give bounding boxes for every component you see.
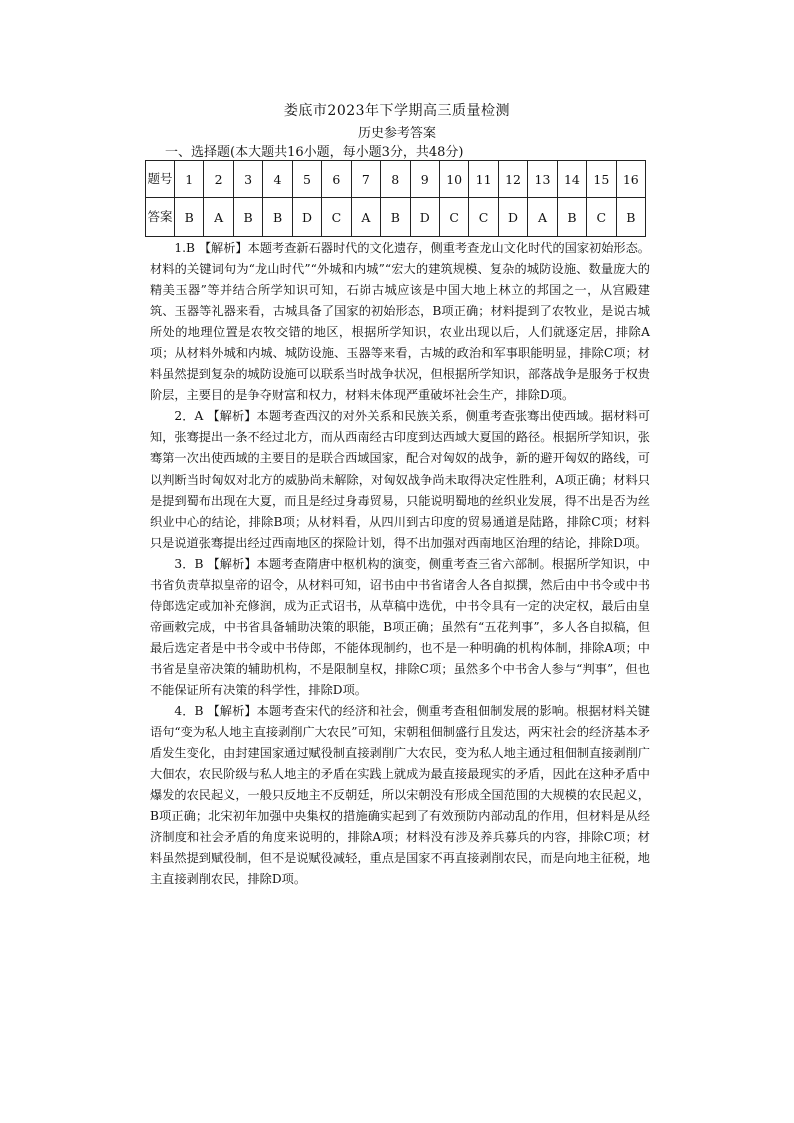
answer-cell: D bbox=[410, 198, 439, 237]
answer-cell: A bbox=[204, 198, 233, 237]
row-label-question-number: 题号 bbox=[146, 161, 175, 198]
question-number-cell: 6 bbox=[322, 161, 351, 198]
explanation-paragraph-1: 1.B 【解析】本题考查新石器时代的文化遗存，侧重考查龙山文化时代的国家初始形态。材料的关键词句为“龙山时代”“外城和内城”“宏大的建筑规模、复杂的城防设施、数量庞大的精美玉器”等并结合所学知识可知，石峁古城应该是中国大地上林立的邦国之一，从宫殿建筑、玉器等礼器来看，古城具备了国家的初始形态，B项正确；材料提到了农牧业，是说古城所处的地理位置是农牧交错的地区，根据所学知识，农业出现以后，人们就逐定居，排除A项；从材料外城和内城、城防设施、玉器等来看，古城的政治和军事职能明显，排除C项；材料虽然提到复杂的城防设施可以联系当时战争状况，但根据所学知识，部落战争是服务于权贵阶层，主要目的是争夺财富和权力，材料未体现严重破坏社会生产，排除D项。 bbox=[150, 241, 650, 403]
question-number-cell: 9 bbox=[410, 161, 439, 198]
answer-cell: B bbox=[381, 198, 410, 237]
document-subtitle: 历史参考答案 bbox=[357, 126, 436, 141]
question-number-cell: 12 bbox=[498, 161, 527, 198]
explanation-paragraph-3: 3．B 【解析】本题考查隋唐中枢机构的演变，侧重考查三省六部制。根据所学知识，中书省负责草拟皇帝的诏令，从材料可知，诏书由中书省诸舍人各自拟撰，然后由中书令或中书侍郎选定或加补充修润，成为正式诏书，从草稿中选优，中书令具有一定的决定权，最后由皇帝画敕完成，中书省具备辅助决策的职能，B项正确；虽然有“五花判事”，多人各自拟稿，但最后选定者是中书令或中书侍郎，不能体现制约，也不是一种明确的机构体制，排除A项；中书省是皇帝决策的辅助机构，不是限制皇权，排除C项；虽然多个中书舍人参与“判事”，但也不能保证所有决策的科学性，排除D项。 bbox=[150, 556, 650, 697]
answer-cell: B bbox=[175, 198, 204, 237]
question-number-cell: 8 bbox=[381, 161, 410, 198]
question-number-cell: 2 bbox=[204, 161, 233, 198]
answer-cell: B bbox=[263, 198, 292, 237]
explanations bbox=[150, 238, 650, 890]
question-number-cell: 16 bbox=[616, 161, 645, 198]
question-number-cell: 13 bbox=[528, 161, 557, 198]
answer-cell: C bbox=[587, 198, 616, 237]
answer-table bbox=[145, 160, 646, 237]
question-number-cell: 11 bbox=[469, 161, 498, 198]
answer-cell: C bbox=[322, 198, 351, 237]
question-number-cell: 10 bbox=[439, 161, 468, 198]
explanation-paragraph-2: 2．A 【解析】本题考查西汉的对外关系和民族关系，侧重考查张骞出使西域。据材料可知，张骞提出一条不经过北方，而从西南经古印度到达西域大夏国的路径。根据所学知识，张骞第一次出使西域的主要目的是联合西域国家，配合对匈奴的战争，新的避开匈奴的路线，可以判断当时匈奴对北方的威胁尚未解除，对匈奴战争尚未取得决定性胜利，A项正确；材料只是提到蜀布出现在大夏，而且是经过身毒贸易，只能说明蜀地的丝织业发展，得不出是否为丝织业中心的结论，排除B项；从材料看，从四川到古印度的贸易通道是陆路，排除C项；材料只是说道张骞提出经过西南地区的探险计划，得不出加强对西南地区治理的结论，排除D项。 bbox=[150, 409, 650, 550]
explanation-paragraph-4: 4．B 【解析】本题考查宋代的经济和社会，侧重考查租佃制发展的影响。根据材料关键语句“变为私人地主直接剥削广大农民”可知，宋朝租佃制盛行且发达，两宋社会的经济基本矛盾发生变化，由封建国家通过赋役制直接剥削广大农民，变为私人地主通过租佃制直接剥削广大佃农，农民阶级与私人地主的矛盾在实践上就成为最直接最现实的矛盾，因此在这种矛盾中爆发的农民起义，一般只反地主不反朝廷，所以宋朝没有形成全国范围的大规模的农民起义，B项正确；北宋初年加强中央集权的措施确实起到了有效预防内部动乱的作用，但材料是从经济制度和社会矛盾的角度来说明的，排除A项；材料没有涉及养兵募兵的内容，排除C项；材料虽然提到赋役制，但不是说赋役减轻，重点是国家不再直接剥削农民，而是向地主征税，地主直接剥削农民，排除D项。 bbox=[150, 704, 650, 887]
answer-cell: A bbox=[351, 198, 380, 237]
answer-cell: B bbox=[233, 198, 262, 237]
answer-cell: D bbox=[498, 198, 527, 237]
answer-cell: B bbox=[616, 198, 645, 237]
answer-cell: B bbox=[557, 198, 586, 237]
question-number-cell: 4 bbox=[263, 161, 292, 198]
question-number-cell: 3 bbox=[233, 161, 262, 198]
answer-cell: D bbox=[292, 198, 321, 237]
question-number-cell: 5 bbox=[292, 161, 321, 198]
question-number-cell: 1 bbox=[175, 161, 204, 198]
document-title: 娄底市2023年下学期高三质量检测 bbox=[283, 103, 511, 119]
answer-cell: C bbox=[469, 198, 498, 237]
question-number-cell: 14 bbox=[557, 161, 586, 198]
question-number-cell: 15 bbox=[587, 161, 616, 198]
row-label-answer: 答案 bbox=[146, 198, 175, 237]
answer-cell: A bbox=[528, 198, 557, 237]
question-number-cell: 7 bbox=[351, 161, 380, 198]
answer-cell: C bbox=[439, 198, 468, 237]
section-heading: 一、选择题(本大题共16小题，每小题3分，共48分) bbox=[165, 145, 464, 160]
question-number-row bbox=[146, 161, 646, 198]
answer-row bbox=[146, 198, 646, 237]
